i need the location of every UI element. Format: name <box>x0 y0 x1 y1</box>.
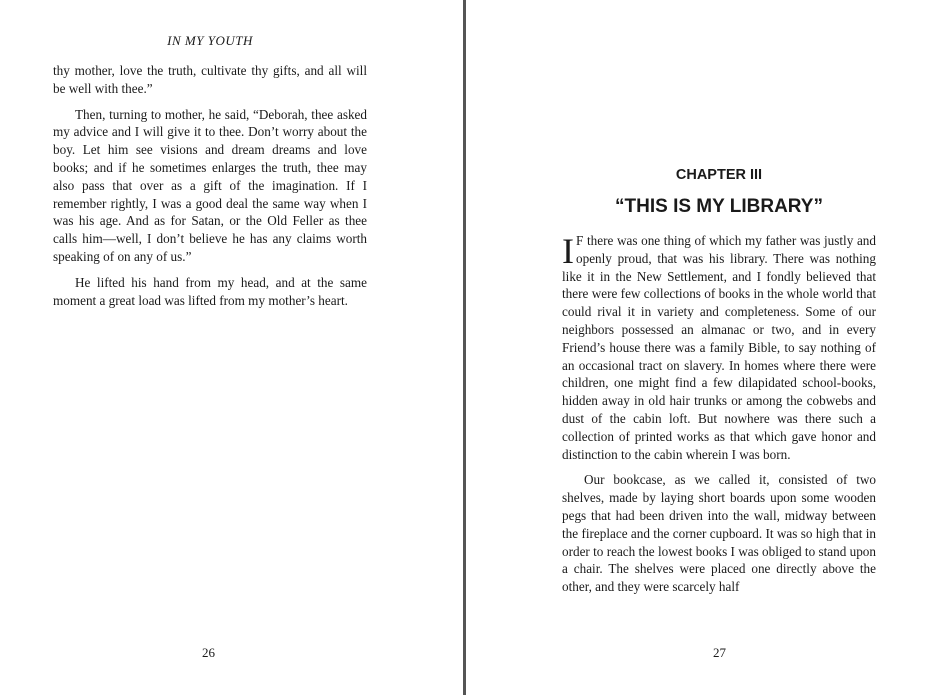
page-number-right: 27 <box>713 645 726 660</box>
left-paragraph-3: He lifted his hand from my head, and at the same moment a great load was lifted from my mother’s heart. <box>53 274 367 308</box>
left-paragraph-2: Then, turning to mother, he said, “Deborah, thee asked my advice and I will give it to thee. Don’t worry about the boy. Let him see visions and dream dreams and love books; and if he sometimes enlarges the truth, thee may also pass that over as a gift of the imagination. If I remember rightly, I was a good deal the same way when I was his age. And as for Satan, or the Old Feller as thee calls him—well, I don’t believe he has any claims worth speaking of on any of us.” <box>53 106 367 264</box>
page-number-left: 26 <box>202 645 215 660</box>
left-paragraph-1: thy mother, love the truth, cultivate thy gifts, and all will be well with thee.” <box>53 63 367 96</box>
right-paragraph-1-text: F there was one thing of which my father was justly and openly proud, that was his library. There was nothing like it in the New Settlement, and I fondly believed that there were few collections of books in the whole world that could rival it in variety and completeness. Some of our neighbors possessed an almanac or two, and in every Friend’s house there was a family Bible, to say nothing of an occasional tract on slavery. In homes where there were children, one might find a few dilapidated school-books, hidden away in old hair trunks or among the cobwebs and dust of the cabin loft. But nowhere was there such a collection of printed works as that which gave honor and distinction to the cabin wherein I was born. <box>562 233 876 462</box>
right-paragraph-2: Our bookcase, as we called it, consisted of two shelves, made by laying short boards upon some wooden pegs that had been driven into the wall, midway between the fireplace and the corner cupboard. It was so high that in order to reach the lowest books I was obliged to stand upon a chair. The shelves were placed one directly above the other, and they were scarcely half <box>562 472 876 595</box>
left-page-body <box>53 62 367 317</box>
drop-cap: I <box>562 231 574 271</box>
right-page <box>466 0 925 695</box>
chapter-title: “THIS IS MY LIBRARY” <box>615 196 823 217</box>
chapter-label: CHAPTER III <box>675 167 763 183</box>
right-paragraph-1 <box>562 232 876 463</box>
right-page-body <box>562 232 876 604</box>
running-head: IN MY YOUTH <box>167 33 253 48</box>
